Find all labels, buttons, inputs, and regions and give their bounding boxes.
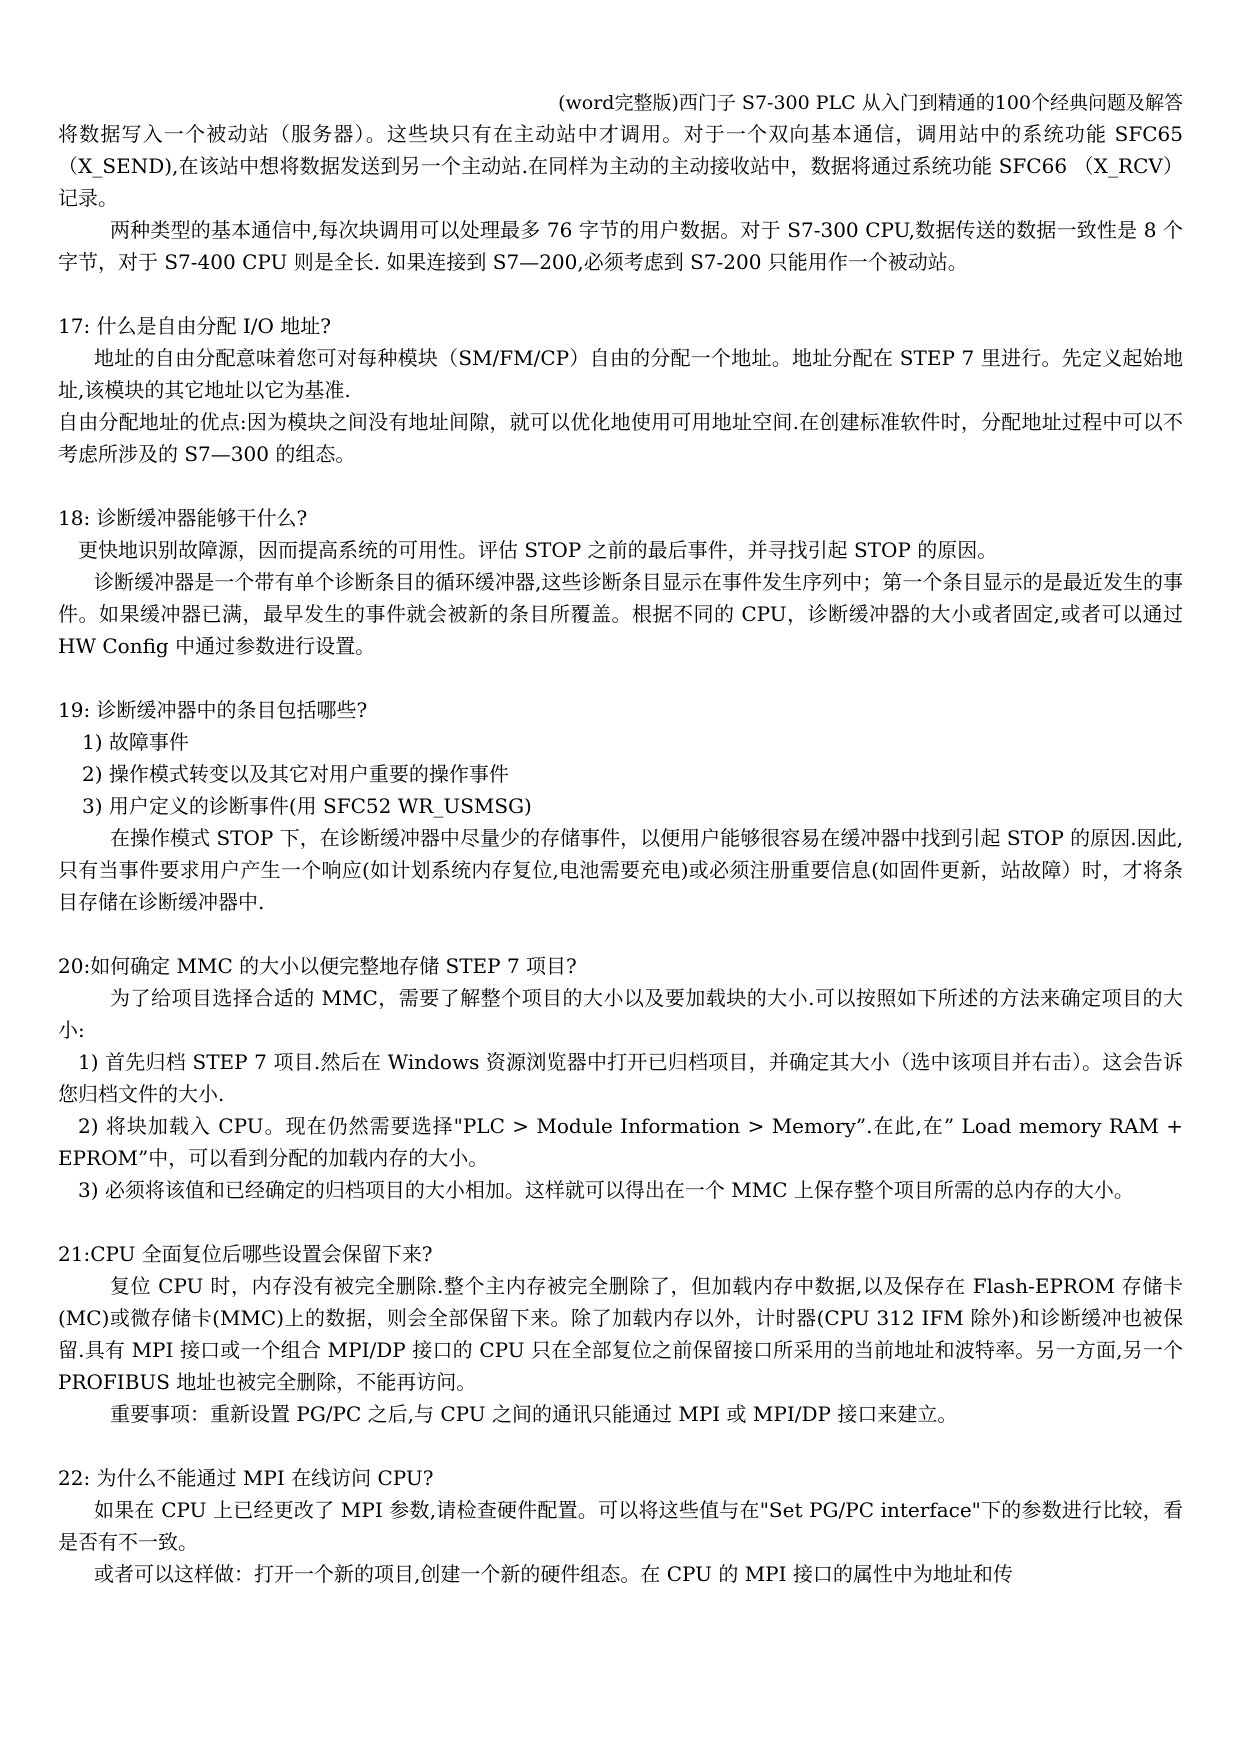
question-21-paragraph-1: 复位 CPU 时，内存没有被完全删除.整个主内存被完全删除了，但加载内存中数据,以及保存在 Flash-EPROM 存储卡(MC)或微存储卡(MMC)上的数据，则会全部保留下来。除了加载内存以外，计时器(CPU 312 IFM 除外)和诊断缓冲也被保留.具有 MPI 接口或一个组合 MPI/DP 接口的 CPU 只在全部复位之前保留接口所采用的当前地址和波特率。另一方面,另一个 PROFIBUS 地址也被完全删除，不能再访问。 [58,1274,1183,1394]
question-18-paragraph-2: 诊断缓冲器是一个带有单个诊断条目的循环缓冲器,这些诊断条目显示在事件发生序列中；第一个条目显示的是最近发生的事件。如果缓冲器已满，最早发生的事件就会被新的条目所覆盖。根据不同的 CPU，诊断缓冲器的大小或者固定,或者可以通过 HW Config 中通过参数进行设置。 [58,570,1183,658]
question-22-paragraph-2: 或者可以这样做：打开一个新的项目,创建一个新的硬件组态。在 CPU 的 MPI 接口的属性中为地址和传 [94,1562,1013,1586]
question-19-list-item-2: 2) 操作模式转变以及其它对用户重要的操作事件 [82,762,509,786]
question-19-title: 19: 诊断缓冲器中的条目包括哪些? [58,698,368,722]
question-17-paragraph-2: 自由分配地址的优点:因为模块之间没有地址间隙，就可以优化地使用可用地址空间.在创建标准软件时，分配地址过程中可以不考虑所涉及的 S7—300 的组态。 [58,410,1183,466]
question-22-paragraph-1: 如果在 CPU 上已经更改了 MPI 参数,请检查硬件配置。可以将这些值与在"Set PG/PC interface"下的参数进行比较，看是否有不一致。 [58,1498,1183,1554]
question-21-paragraph-2: 重要事项：重新设置 PG/PC 之后,与 CPU 之间的通讯只能通过 MPI 或 MPI/DP 接口来建立。 [110,1402,958,1426]
question-20-paragraph-1: 为了给项目选择合适的 MMC，需要了解整个项目的大小以及要加载块的大小.可以按照如下所述的方法来确定项目的大小: [58,986,1183,1042]
question-20-list-item-1: 1) 首先归档 STEP 7 项目.然后在 Windows 资源浏览器中打开已归档项目，并确定其大小（选中该项目并右击）。这会告诉您归档文件的大小. [58,1050,1183,1106]
question-17-title: 17: 什么是自由分配 I/O 地址? [58,314,332,338]
question-18-paragraph-1: 更快地识别故障源，因而提高系统的可用性。评估 STOP 之前的最后事件，并寻找引起 STOP 的原因。 [78,538,998,562]
question-20-list-item-2: 2) 将块加载入 CPU。现在仍然需要选择"PLC > Module Information > Memory”.在此,在” Load memory RAM + EPROM”中，可以看到分配的加载内存的大小。 [58,1114,1183,1170]
question-18-title: 18: 诊断缓冲器能够干什么? [58,506,308,530]
question-22-title: 22: 为什么不能通过 MPI 在线访问 CPU? [58,1466,434,1490]
question-20-title: 20:如何确定 MMC 的大小以便完整地存储 STEP 7 项目? [58,954,577,978]
question-19-list-item-1: 1) 故障事件 [82,730,189,754]
document-body [58,118,1183,1590]
question-19-paragraph-1: 在操作模式 STOP 下，在诊断缓冲器中尽量少的存储事件，以便用户能够很容易在缓冲器中找到引起 STOP 的原因.因此,只有当事件要求用户产生一个响应(如计划系统内存复位,电池需要充电)或必须注册重要信息(如固件更新，站故障）时，才将条目存储在诊断缓冲器中. [58,826,1183,914]
running-header: (word完整版)西门子 S7-300 PLC 从入门到精通的100个经典问题及解答 [558,92,1183,114]
question-19-list-item-3: 3) 用户定义的诊断事件(用 SFC52 WR_USMSG) [82,794,532,818]
question-17-paragraph-1: 地址的自由分配意味着您可对每种模块（SM/FM/CP）自由的分配一个地址。地址分配在 STEP 7 里进行。先定义起始地址,该模块的其它地址以它为基准. [58,346,1183,402]
question-21-title: 21:CPU 全面复位后哪些设置会保留下来? [58,1242,433,1266]
intro-paragraph-1: 将数据写入一个被动站（服务器）。这些块只有在主动站中才调用。对于一个双向基本通信，调用站中的系统功能 SFC65 （X_SEND),在该站中想将数据发送到另一个主动站.在同样为主动的主动接收站中，数据将通过系统功能 SFC66 （X_RCV）记录。 [58,122,1183,210]
intro-paragraph-2: 两种类型的基本通信中,每次块调用可以处理最多 76 字节的用户数据。对于 S7-300 CPU,数据传送的数据一致性是 8 个字节，对于 S7-400 CPU 则是全长. 如果连接到 S7—200,必须考虑到 S7-200 只能用作一个被动站。 [58,218,1183,274]
question-20-list-item-3: 3) 必须将该值和已经确定的归档项目的大小相加。这样就可以得出在一个 MMC 上保存整个项目所需的总内存的大小。 [78,1178,1134,1202]
